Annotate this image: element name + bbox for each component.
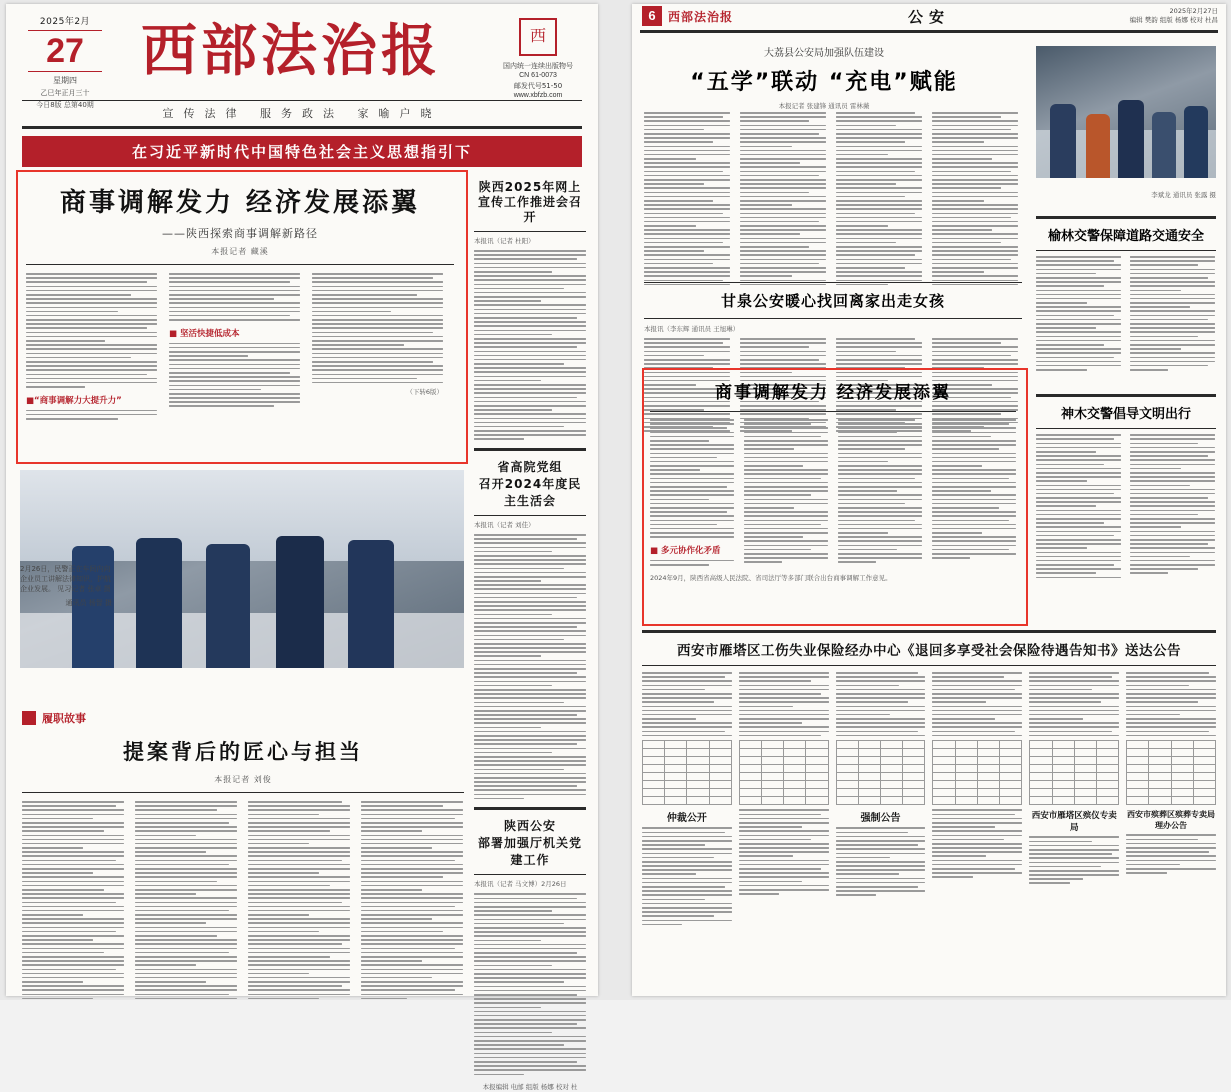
top-story-byline: 本报记者 张建锋 通讯员 雷林薇 [778, 102, 870, 110]
headline-banner: 在习近平新时代中国特色社会主义思想指引下 [22, 136, 582, 167]
masthead-year-month: 2025年2月 [39, 17, 91, 27]
top-photo [1036, 46, 1216, 178]
paper-slogan: 宣传法律 服务政法 家喻户晓 [162, 107, 442, 120]
header-meta [1130, 7, 1218, 25]
top-photo-credit: 李斌龙 通讯员 张露 摄 [1151, 191, 1216, 199]
top-story-title: “五学”联动 “充电”赋能 [690, 70, 958, 95]
feature-title: 提案背后的匠心与担当 [123, 740, 363, 764]
feature-story [22, 710, 464, 1002]
seal-icon: 西 [519, 18, 557, 56]
highlight-col-1 [650, 419, 734, 568]
notice-col-1 [642, 672, 732, 928]
feature-byline: 本报记者 刘俊 [214, 775, 272, 784]
side-story-2-body [474, 534, 586, 799]
notice-subtitle-3: 西安市雁塔区殡仪专卖局 [1031, 811, 1117, 834]
notice-col-6 [1126, 672, 1216, 928]
masthead-lunar: 乙巳年正月三十 [40, 89, 90, 97]
photo-story-2-col-1 [1036, 434, 1121, 581]
license-line-1: 国内统一连续出版物号 [503, 62, 573, 70]
side-story-3-title-line1: 陕西公安 [503, 819, 556, 834]
notice-table-2 [739, 740, 829, 805]
top-body-col-4 [932, 112, 1018, 288]
page-number-badge: 6 [642, 6, 662, 26]
masthead-license [492, 18, 584, 101]
photo-story-1-col-2 [1130, 256, 1215, 373]
highlight-subhead: ■ 多元协作化矛盾 [650, 545, 721, 556]
lead-photo-caption-wrap [20, 564, 112, 608]
photo-story-1-col-1 [1036, 256, 1121, 373]
photo-story-2-col-2 [1130, 434, 1215, 581]
masthead-weekday: 星期四 [53, 76, 77, 85]
notice-table-4 [932, 740, 1022, 805]
side-story-3-body [474, 893, 586, 1075]
side-story-1-byline: 本报讯（记者 杜阳） [474, 237, 535, 245]
highlight-col-3 [838, 419, 922, 568]
notice-subtitle-4: 西安市殡葬区殡葬专卖局理办公告 [1127, 810, 1216, 831]
notice-table-3 [836, 740, 926, 805]
lead-jump-note: （下转6版） [406, 388, 443, 397]
notice-title: 西安市雁塔区工伤失业保险经办中心《退回多享受社会保险待遇告知书》送达公告 [677, 643, 1181, 659]
lead-photo-credit: 通讯员 杨智 摄 [65, 599, 112, 607]
photo-story-1-title: 榆林交警保障道路交通安全 [1047, 229, 1204, 244]
lead-col-1 [26, 273, 157, 422]
lead-col-3 [312, 273, 443, 422]
photo-story-2-title: 神木交警倡导文明出行 [1060, 407, 1191, 423]
side-story-2-byline: 本报讯（记者 刘佳） [474, 521, 535, 530]
header-paper-name: 西部法治报 [668, 10, 734, 24]
notice-table-6 [1126, 740, 1216, 805]
feature-col-1 [22, 801, 124, 1002]
feature-col-3 [248, 801, 350, 1002]
public-notice [642, 630, 1216, 928]
lead-story [26, 182, 454, 422]
lead-story-subtitle: ——陕西探索商事调解新路径 [162, 227, 318, 240]
top-story-body [644, 112, 1022, 288]
notice-subtitle-2: 强制公告 [860, 813, 901, 825]
feature-col-4 [361, 801, 463, 1002]
highlight-col-4 [932, 419, 1016, 568]
masthead [6, 4, 598, 109]
license-line-2: CN 61-0073 [519, 72, 557, 79]
lead-callout: ■“商事调解力大提升力” [26, 395, 122, 406]
paper-website: www.xbfzb.com [513, 92, 563, 99]
masthead-title [126, 10, 456, 92]
left-sheet-side-column [474, 180, 586, 1092]
photo-story-1-signoff [1036, 377, 1216, 386]
top-body-col-1 [644, 112, 730, 288]
highlight-story [650, 378, 1016, 583]
top-body-col-2 [740, 112, 826, 288]
feature-col-2 [135, 801, 237, 1002]
header-date: 2025年2月27日 [1169, 7, 1218, 15]
newspaper-page-left [6, 4, 598, 1092]
top-story-kicker: 大荔县公安局加强队伍建设 [764, 48, 884, 59]
masthead-date [22, 14, 108, 110]
top-body-col-3 [836, 112, 922, 288]
notice-col-5 [1029, 672, 1119, 928]
section-header [632, 4, 1226, 30]
masthead-pages: 今日8版 总第40期 [36, 101, 94, 109]
highlight-story-title: 商事调解发力 经济发展添翼 [715, 383, 951, 403]
mid-story-title: 甘泉公安暖心找回离家出走女孩 [720, 292, 945, 310]
side-story-2-title-line1: 省高院党组 [497, 460, 563, 475]
lead-story-title: 商事调解发力 经济发展添翼 [59, 188, 421, 218]
section-name: 公安 [907, 8, 950, 26]
top-photo-caption [1036, 182, 1216, 191]
notice-subtitle-1: 仲裁公开 [666, 813, 707, 825]
side-story-1-title: 陕西2025年网上宣传工作推进会召开 [477, 180, 582, 224]
masthead-day: 27 [46, 32, 84, 70]
kicker-icon [22, 711, 36, 725]
lead-story-byline: 本报记者 藏溪 [211, 247, 269, 256]
notice-table-1 [642, 740, 732, 805]
right-column-stories [1036, 216, 1216, 581]
side-story-2-title-line2: 召开2024年度民主生活会 [478, 477, 582, 509]
newspaper-page-right [632, 4, 1226, 996]
lead-photo-caption: 2月26日，民警正在车间内向企业员工讲解法律知识，护航企业发展。 见习记者 张卓 摄 [20, 565, 111, 593]
header-staff: 编辑 樊韵 组版 杨娜 校对 杜昌 [1129, 16, 1218, 24]
license-line-3: 邮发代号51-50 [513, 82, 563, 90]
left-sheet-footer: 本报编辑 电邮 组版 杨娜 校对 杜 [482, 1083, 578, 1092]
notice-table-5 [1029, 740, 1119, 805]
paper-logo: 西部法治报 [141, 18, 441, 84]
feature-kicker: 履职故事 [42, 712, 86, 725]
mid-story-byline: 本报讯（李东辉 通讯员 王旭琳） [644, 325, 740, 333]
highlight-col-2 [744, 419, 828, 568]
lead-col-2 [169, 273, 300, 422]
side-story-1-body [474, 250, 586, 440]
side-story-3-title-line2: 部署加强厅机关党建工作 [477, 836, 582, 868]
side-story-3-byline: 本报讯（记者 马文博）2月26日 [474, 880, 567, 889]
notice-col-2 [739, 672, 829, 928]
top-photo-block [1036, 46, 1216, 200]
notice-col-3 [836, 672, 926, 928]
highlight-footer: 2024年9月，陕西省高级人民法院、省司法厅等多部门联合出台商事调解工作意见。 [650, 574, 892, 583]
lead-subhead-1: ■ 坚活快捷低成本 [169, 328, 240, 339]
notice-col-4 [932, 672, 1022, 928]
